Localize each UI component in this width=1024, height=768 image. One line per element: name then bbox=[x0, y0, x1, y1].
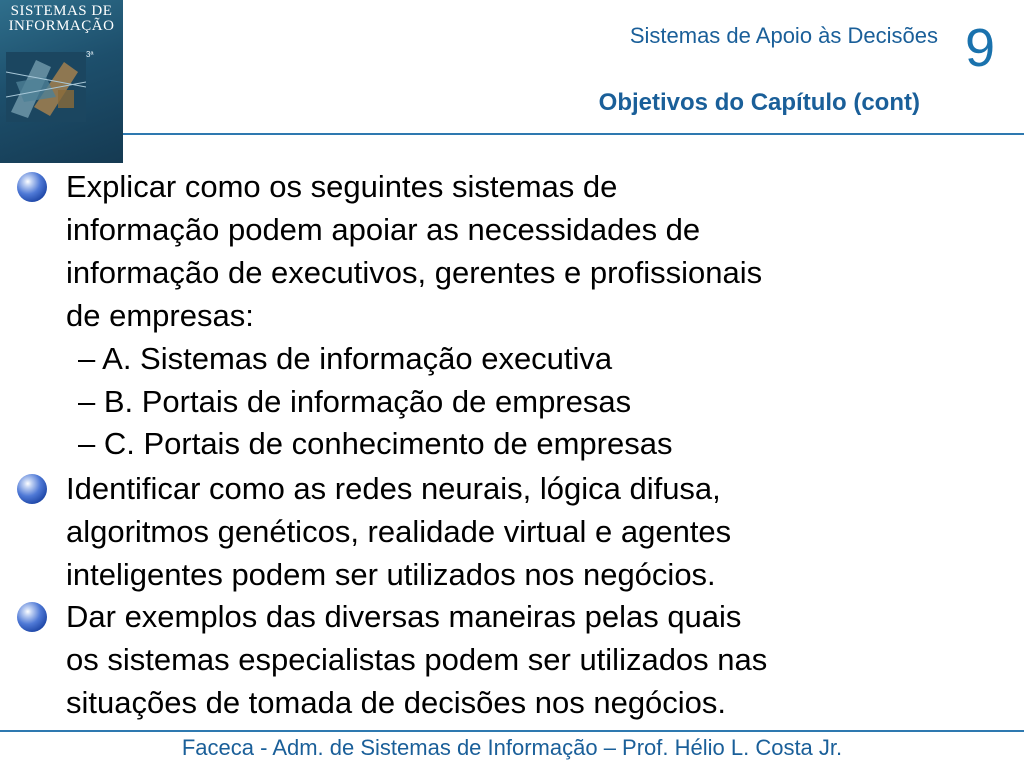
objective-3-line-3: situações de tomada de decisões nos negócios. bbox=[66, 685, 727, 720]
objective-3-line-2: os sistemas especialistas podem ser utilizados nas bbox=[66, 642, 768, 677]
footer-divider bbox=[0, 730, 1024, 732]
sub-item-c: – C. Portais de conhecimento de empresas bbox=[78, 426, 673, 461]
sub-item-b: – B. Portais de informação de empresas bbox=[78, 384, 632, 419]
slide-title: Objetivos do Capítulo (cont) bbox=[598, 89, 920, 116]
objective-1-line-2: informação podem apoiar as necessidades de bbox=[66, 212, 701, 247]
objective-2-line-1: Identificar como as redes neurais, lógica difusa, bbox=[66, 471, 721, 506]
sub-item-a: – A. Sistemas de informação executiva bbox=[78, 341, 613, 376]
objective-2-line-3: inteligentes podem ser utilizados nos negócios. bbox=[66, 557, 716, 592]
book-cover-title: SISTEMAS DE INFORMAÇÃO bbox=[8, 3, 115, 34]
header-title: Sistemas de Apoio às Decisões bbox=[629, 23, 938, 48]
objective-3-line-1: Dar exemplos das diversas maneiras pelas quais bbox=[66, 599, 742, 634]
bullet-icon bbox=[17, 474, 47, 504]
book-cover-edition: 3ª bbox=[86, 50, 94, 59]
objective-1-line-4: de empresas: bbox=[66, 298, 254, 333]
objective-2-line-2: algoritmos genéticos, realidade virtual e agentes bbox=[66, 514, 732, 549]
objective-1-line-3: informação de executivos, gerentes e profissionais bbox=[66, 255, 763, 290]
chapter-number: 9 bbox=[964, 18, 996, 78]
objective-1-line-1: Explicar como os seguintes sistemas de bbox=[66, 169, 618, 204]
bullet-icon bbox=[17, 172, 47, 202]
footer-text: Faceca - Adm. de Sistemas de Informação – Prof. Hélio L. Costa Jr. bbox=[181, 735, 843, 760]
bullet-icon bbox=[17, 602, 47, 632]
